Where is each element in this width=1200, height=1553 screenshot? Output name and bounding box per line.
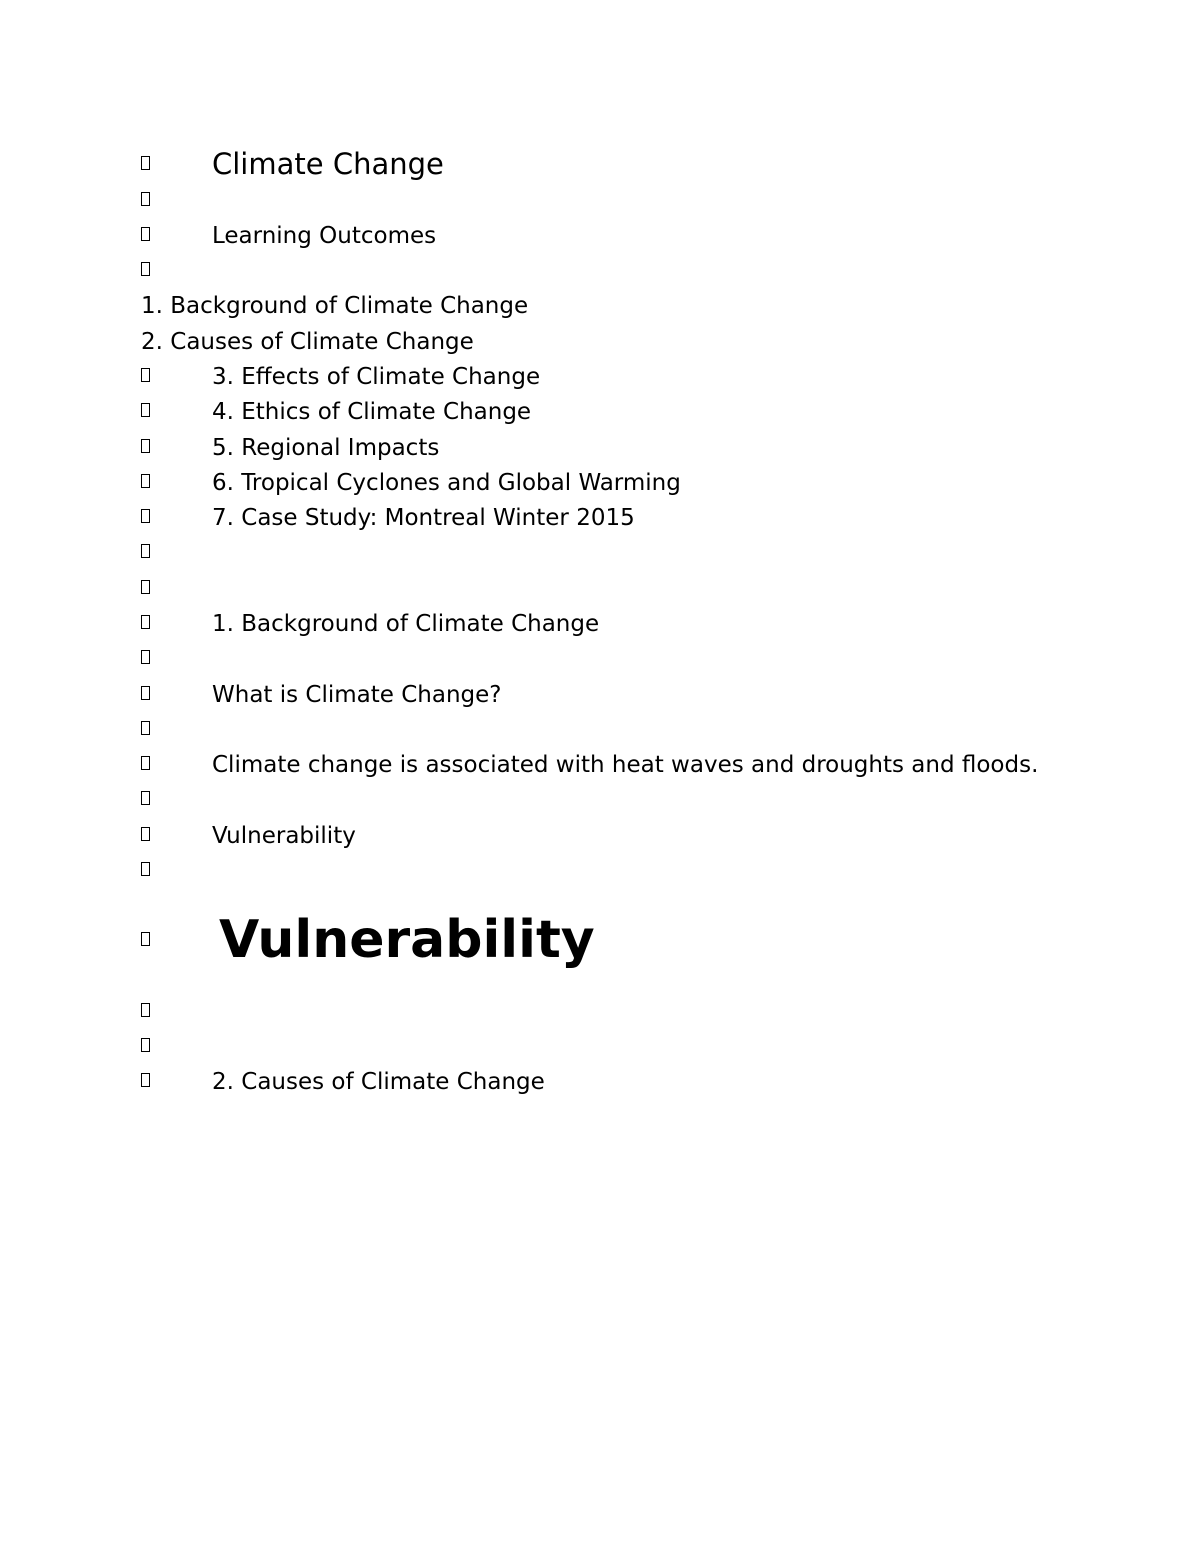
outline-item: 6. Tropical Cyclones and Global Warming xyxy=(212,470,681,496)
bullet-glyph-icon xyxy=(141,932,150,946)
bullet-glyph-icon xyxy=(141,368,150,382)
bullet-glyph-icon xyxy=(141,686,150,700)
bullet-glyph-icon xyxy=(141,580,150,594)
bullet-glyph-icon xyxy=(141,862,150,876)
outline-item: 5. Regional Impacts xyxy=(212,435,440,461)
document-title: Climate Change xyxy=(212,147,444,181)
statement-text: Climate change is associated with heat waves and droughts and floods. xyxy=(212,752,1039,778)
bullet-glyph-icon xyxy=(141,615,150,629)
outline-item: 2. Causes of Climate Change xyxy=(141,329,474,355)
outline-item: 4. Ethics of Climate Change xyxy=(212,399,532,425)
section-heading: 2. Causes of Climate Change xyxy=(212,1069,545,1095)
bullet-glyph-icon xyxy=(141,1073,150,1087)
vulnerability-label: Vulnerability xyxy=(212,823,356,849)
question-text: What is Climate Change? xyxy=(212,682,502,708)
vulnerability-heading: Vulnerability xyxy=(219,910,595,970)
learning-outcomes-heading: Learning Outcomes xyxy=(212,223,437,249)
bullet-glyph-icon xyxy=(141,439,150,453)
outline-item: 1. Background of Climate Change xyxy=(141,293,529,319)
section-heading: 1. Background of Climate Change xyxy=(212,611,600,637)
bullet-glyph-icon xyxy=(141,156,150,170)
bullet-glyph-icon xyxy=(141,756,150,770)
bullet-glyph-icon xyxy=(141,192,150,206)
bullet-glyph-icon xyxy=(141,227,150,241)
bullet-glyph-icon xyxy=(141,721,150,735)
outline-item: 7. Case Study: Montreal Winter 2015 xyxy=(212,505,635,531)
bullet-glyph-icon xyxy=(141,544,150,558)
bullet-glyph-icon xyxy=(141,791,150,805)
bullet-glyph-icon xyxy=(141,1003,150,1017)
bullet-glyph-icon xyxy=(141,827,150,841)
bullet-glyph-icon xyxy=(141,474,150,488)
bullet-glyph-icon xyxy=(141,403,150,417)
bullet-glyph-icon xyxy=(141,650,150,664)
bullet-glyph-icon xyxy=(141,1038,150,1052)
bullet-glyph-icon xyxy=(141,262,150,276)
outline-item: 3. Effects of Climate Change xyxy=(212,364,541,390)
bullet-glyph-icon xyxy=(141,509,150,523)
